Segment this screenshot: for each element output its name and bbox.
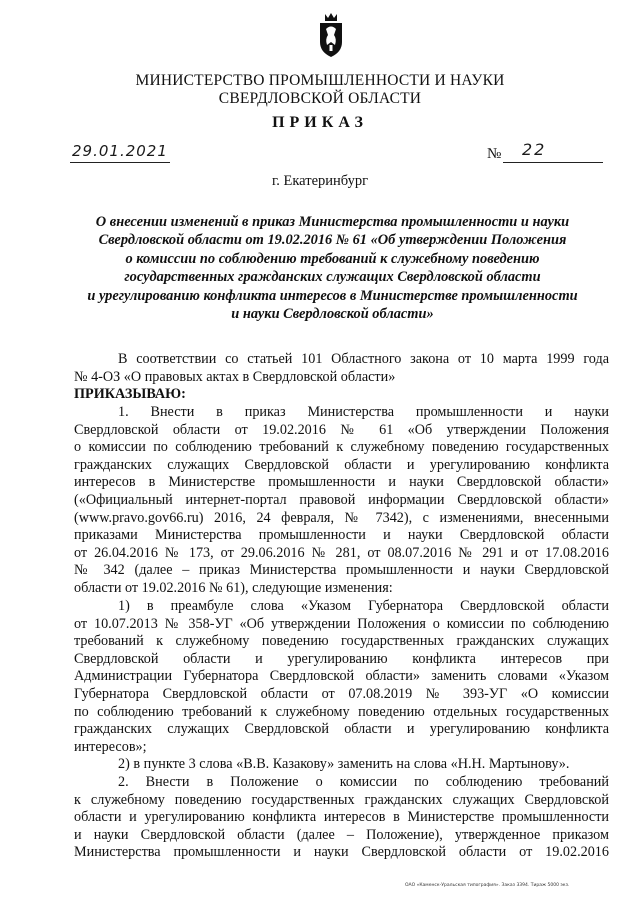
body-line: интересов»; [74, 738, 147, 755]
body-line: 1) в преамбуле слова «Указом Губернатора Свердловской области [118, 598, 609, 614]
body-line: Свердловской области от 19.02.2016 № 61 «Об утверждении Положения [74, 421, 609, 438]
body-line: Администрации Губернатора Свердловской области» заменить словами «Указом [74, 668, 609, 685]
body-line: Министерства промышленности и науки Свердловской области от 19.02.2016 [74, 844, 609, 861]
body-line: к служебному поведению государственных гражданских служащих Свердловской [74, 791, 609, 808]
heading-line: государственных гражданских служащих Свердловской области [124, 269, 541, 286]
printer-footer: ОАО «Каменск-Уральская типография». Заказ 3394. Тираж 5000 экз. [405, 883, 570, 888]
body-line: В соответствии со статьей 101 Областного закона от 10 марта 1999 года [118, 351, 609, 367]
order-date: 29.01.2021 [72, 142, 168, 160]
heading-line: о комиссии по соблюдению требований к служебному поведению [125, 250, 540, 267]
body-line: («Официальный интернет-портал правовой информации Свердловской области» [74, 491, 609, 508]
body-line: от 10.07.2013 № 358-УГ «Об утверждении Положения о комиссии по соблюдению [74, 615, 609, 632]
orders-label: ПРИКАЗЫВАЮ: [74, 386, 186, 403]
body-line: по соблюдению требований к служебному поведению отдельных государственных [74, 703, 609, 720]
body-line: № 4-ОЗ «О правовых актах в Свердловской области» [74, 368, 396, 385]
heading-line: и урегулированию конфликта интересов в Министерстве промышленности [87, 287, 578, 304]
body-line: области от 19.02.2016 № 61), следующие изменения: [74, 579, 393, 596]
number-label: № [487, 146, 502, 162]
heading-line: и науки Свердловской области» [231, 306, 434, 323]
body-line: Губернатора Свердловской области от 07.08.2019 № 393-УГ «О комиссии [74, 685, 609, 702]
date-underline [70, 162, 170, 163]
sub-item-1-paragraph [74, 598, 609, 756]
body-line: 2. Внести в Положение о комиссии по соблюдению требований [118, 774, 609, 790]
body-line: приказами Министерства промышленности и науки Свердловской области [74, 527, 609, 544]
coat-of-arms-emblem [317, 12, 345, 58]
body-line: от 26.04.2016 № 173, от 29.06.2016 № 281, от 08.07.2016 № 291 и от 17.08.2016 [74, 544, 609, 561]
ministry-name-line2: СВЕРДЛОВСКОЙ ОБЛАСТИ [218, 90, 422, 107]
body-line: требований к служебному поведению государственных гражданских служащих [74, 633, 609, 650]
body-line: интересов в Министерстве промышленности и науки Свердловской области» [74, 474, 609, 491]
body-line: 2) в пункте 3 слова «В.В. Казакову» заменить на слова «Н.Н. Мартынову». [118, 756, 570, 772]
body-line: гражданских служащих Свердловской области и урегулированию конфликта [74, 721, 609, 738]
body-line: № 342 (далее – приказ Министерства промышленности и науки Свердловской [74, 562, 609, 579]
body-line: (www.pravo.gov66.ru) 2016, 24 февраля, № 7342), с изменениями, внесенными [74, 509, 609, 526]
city: г. Екатеринбург [271, 173, 369, 189]
order-number: 22 [522, 140, 547, 159]
heading-line: Свердловской области от 19.02.2016 № 61 «Об утверждении Положения [98, 232, 567, 249]
order-title: ПРИКАЗ [272, 114, 368, 131]
item-2-paragraph [74, 774, 609, 862]
body-line: Свердловской области и урегулированию конфликта интересов при [74, 650, 609, 667]
sub-item-2-paragraph [74, 756, 609, 774]
body-line: 1. Внести в приказ Министерства промышленности и науки [118, 404, 609, 420]
number-underline [503, 162, 603, 163]
body-line: о комиссии по соблюдению требований к служебному поведению государственных [74, 439, 609, 456]
heading-line: О внесении изменений в приказ Министерства промышленности и науки [95, 214, 570, 230]
body-line: и науки Свердловской области (далее – Положение), утвержденное приказом [74, 826, 609, 843]
item-1-paragraph [74, 404, 609, 598]
ministry-name-line1: МИНИСТЕРСТВО ПРОМЫШЛЕННОСТИ И НАУКИ [135, 72, 505, 89]
intro-paragraph [74, 351, 609, 404]
body-line: области и урегулированию конфликта интересов в Министерстве промышленности [74, 809, 609, 826]
body-line: гражданских служащих Свердловской области и урегулированию конфликта [74, 456, 609, 473]
order-heading [60, 213, 605, 323]
